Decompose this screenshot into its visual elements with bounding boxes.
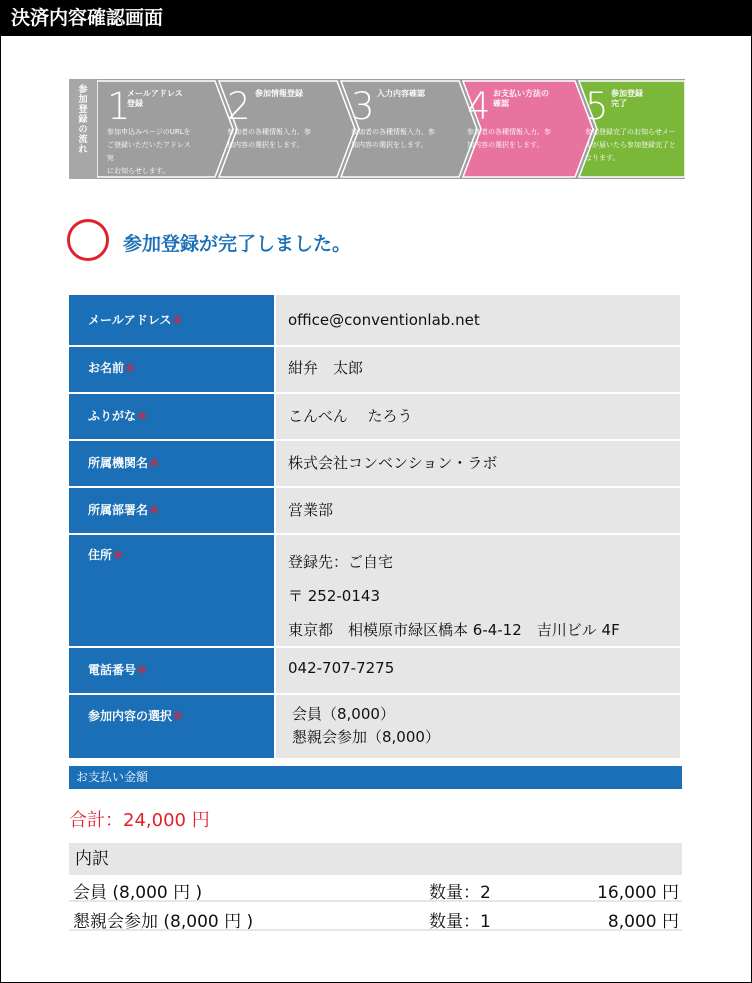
label-text: お名前 bbox=[88, 361, 125, 375]
label-text: 所属機関名 bbox=[88, 456, 149, 470]
row-kana bbox=[69, 394, 680, 441]
required-mark: ＊ bbox=[136, 409, 149, 423]
flow-label-char: の bbox=[78, 125, 88, 135]
label-text: メールアドレス bbox=[88, 313, 172, 327]
step-5-desc: 参加登録完了のお知らせメー ルが届いたら参加登録完了と なります。 bbox=[585, 128, 676, 162]
item-price: 8,000 円 bbox=[607, 912, 679, 932]
step-3-desc: 参加者の各種情報入力、参 加内容の選択をします。 bbox=[351, 128, 435, 149]
payment-detail-header: 内訳 bbox=[69, 843, 682, 875]
step-1-desc: 参加申込みページのURLを ご登録いただいたアドレス宛 にお知らせします。 bbox=[107, 128, 191, 175]
registration-flow bbox=[69, 79, 685, 179]
address-type: 登録先：ご自宅 bbox=[288, 553, 394, 571]
label-phone bbox=[69, 648, 276, 693]
value-email: office@conventionlab.net bbox=[276, 295, 680, 345]
success-message: 参加登録が完了しました。 bbox=[123, 233, 352, 255]
success-circle-icon bbox=[67, 219, 109, 261]
item-name: 会員 (8,000 円 ) bbox=[73, 883, 203, 903]
required-mark: ＊ bbox=[148, 503, 161, 517]
step-3-number: 3 bbox=[351, 85, 375, 128]
item-qty: 数量：1 bbox=[429, 912, 491, 932]
payment-header: お支払い金額 bbox=[69, 766, 682, 789]
label-text: 所属部署名 bbox=[88, 503, 149, 517]
row-org bbox=[69, 441, 680, 488]
payment-item-row bbox=[69, 876, 682, 902]
address-street: 東京都 相模原市緑区橋本 6-4-12 吉川ビル 4F bbox=[288, 621, 620, 639]
row-dept bbox=[69, 488, 680, 535]
value-org: 株式会社コンベンション・ラボ bbox=[276, 441, 680, 486]
flow-label-char: 登 bbox=[78, 105, 88, 115]
value-kana: こんべん たろう bbox=[276, 394, 680, 439]
label-text: 参加内容の選択 bbox=[88, 709, 173, 723]
value-phone: 042-707-7275 bbox=[276, 648, 680, 693]
row-email bbox=[69, 295, 680, 347]
step-1-title: メールアドレス 登録 bbox=[127, 89, 183, 108]
flow-label-char: 参 bbox=[78, 85, 88, 95]
step-2-desc: 参加者の各種情報入力、参 加内容の選択をします。 bbox=[227, 128, 311, 149]
step-4-number: 4 bbox=[467, 85, 491, 128]
value-choice bbox=[276, 695, 680, 758]
flow-label-char: 流 bbox=[78, 135, 88, 145]
label-email bbox=[69, 295, 276, 345]
registration-details-table bbox=[69, 295, 680, 758]
value-address bbox=[276, 535, 680, 646]
page-title: 決済内容確認画面 bbox=[0, 0, 752, 36]
required-mark: ＊ bbox=[112, 548, 125, 562]
label-name bbox=[69, 347, 276, 392]
required-mark: ＊ bbox=[171, 313, 184, 327]
step-4-desc: 参加者の各種情報入力、参 加内容の選択をします。 bbox=[467, 128, 551, 149]
step-1-number: 1 bbox=[107, 85, 131, 128]
label-address bbox=[69, 535, 276, 646]
value-name: 紺弁 太郎 bbox=[276, 347, 680, 392]
label-choice bbox=[69, 695, 276, 758]
required-mark: ＊ bbox=[124, 361, 137, 375]
required-mark: ＊ bbox=[136, 663, 149, 677]
label-dept bbox=[69, 488, 276, 533]
flow-label-char: れ bbox=[78, 145, 88, 155]
label-text: 電話番号 bbox=[88, 663, 137, 677]
flow-label-char: 録 bbox=[78, 115, 88, 125]
flow-label-char: 加 bbox=[78, 95, 88, 105]
flow-label bbox=[69, 79, 97, 179]
value-dept: 営業部 bbox=[276, 488, 680, 533]
item-price: 16,000 円 bbox=[597, 883, 679, 903]
step-4-title: お支払い方法の 確認 bbox=[493, 89, 549, 108]
row-address bbox=[69, 535, 680, 648]
step-2-number: 2 bbox=[227, 85, 251, 128]
row-phone bbox=[69, 648, 680, 695]
address-zip: 〒 252-0143 bbox=[288, 587, 380, 605]
step-5-number: 5 bbox=[585, 85, 609, 128]
required-mark: ＊ bbox=[148, 456, 161, 470]
item-name: 懇親会参加 (8,000 円 ) bbox=[73, 912, 254, 932]
row-choice bbox=[69, 695, 680, 758]
label-text: ふりがな bbox=[88, 409, 137, 423]
payment-total: 合計：24,000 円 bbox=[69, 810, 210, 831]
label-text: 住所 bbox=[88, 548, 113, 562]
label-org bbox=[69, 441, 276, 486]
step-2-title: 参加情報登録 bbox=[255, 89, 303, 98]
payment-item-row bbox=[69, 905, 682, 931]
label-kana bbox=[69, 394, 276, 439]
row-name bbox=[69, 347, 680, 394]
required-mark: ＊ bbox=[172, 709, 185, 723]
step-5-title: 参加登録 完了 bbox=[611, 89, 643, 108]
choice-item: 懇親会参加（8,000） bbox=[292, 728, 440, 746]
step-3-title: 入力内容確認 bbox=[377, 89, 425, 98]
item-qty: 数量：2 bbox=[429, 883, 491, 903]
choice-item: 会員（8,000） bbox=[292, 705, 395, 723]
